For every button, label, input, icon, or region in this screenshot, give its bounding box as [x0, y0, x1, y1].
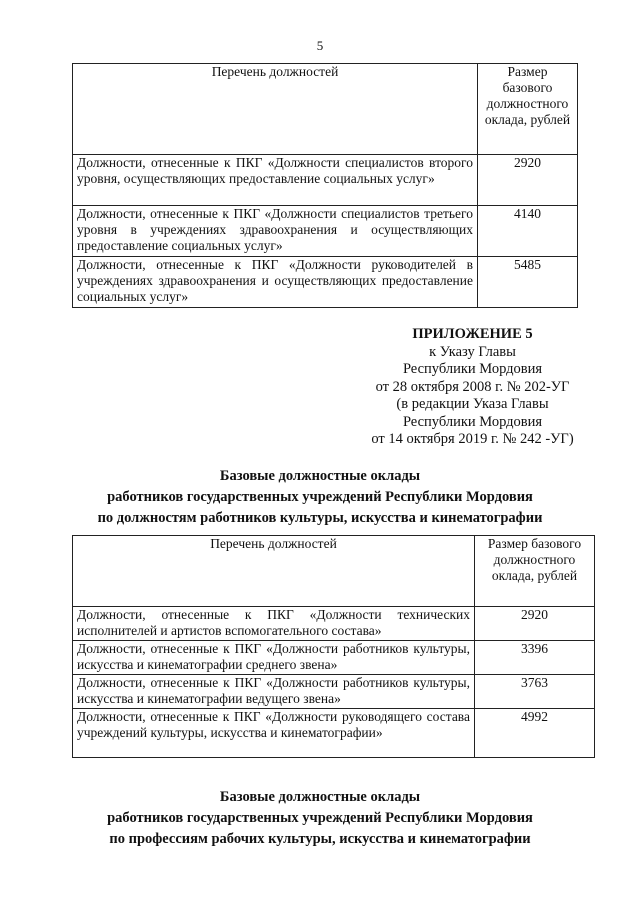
table-row — [73, 675, 595, 709]
table-row — [73, 607, 595, 641]
table-header-row — [73, 64, 578, 155]
column-header-positions: Перечень должностей — [73, 536, 475, 607]
salary-cell: 3396 — [475, 641, 595, 675]
appendix-line: к Указу Главы — [429, 343, 516, 360]
heading-line: Базовые должностные оклады — [219, 789, 421, 805]
position-cell: Должности, отнесенные к ПКГ «Должности работников культуры, искусства и кинематографии среднего звена» — [73, 641, 475, 675]
appendix-block — [350, 326, 595, 449]
table-row — [73, 155, 578, 206]
appendix-line: Республики Мордовия — [402, 413, 543, 430]
salary-cell: 3763 — [475, 675, 595, 709]
position-cell: Должности, отнесенные к ПКГ «Должности руководителей в учреждениях здравоохранения и осуществляющих предоставление социальных услуг» — [73, 257, 478, 308]
salary-cell: 4140 — [478, 206, 578, 257]
appendix-line: (в редакции Указа Главы — [396, 396, 549, 412]
table-row — [73, 641, 595, 675]
position-cell: Должности, отнесенные к ПКГ «Должности специалистов третьего уровня в учреждениях здравоохранения и осуществляющих предоставление социальных услуг» — [73, 206, 478, 257]
column-header-positions: Перечень должностей — [73, 64, 478, 155]
appendix-line: Республики Мордовия — [402, 361, 543, 377]
section-heading-culture-workers — [60, 787, 580, 850]
heading-line: Базовые должностные оклады — [219, 468, 421, 484]
appendix-title: ПРИЛОЖЕНИЕ 5 — [412, 326, 533, 342]
salary-cell: 2920 — [478, 155, 578, 206]
heading-line: по профессиям рабочих культуры, искусства и кинематографии — [109, 831, 531, 847]
table-row — [73, 709, 595, 758]
heading-line: работников государственных учреждений Республики Мордовия — [107, 810, 533, 826]
appendix-line: от 28 октября 2008 г. № 202-УГ — [375, 378, 570, 395]
section-heading-culture-positions — [60, 466, 580, 529]
position-cell: Должности, отнесенные к ПКГ «Должности руководящего состава учреждений культуры, искусства и кинематографии» — [73, 709, 475, 758]
column-header-salary: Размер базового должностного оклада, рублей — [478, 64, 578, 155]
table-header-row — [73, 536, 595, 607]
salary-table-culture — [72, 535, 595, 758]
column-header-salary: Размер базового должностного оклада, рублей — [475, 536, 595, 607]
appendix-line: от 14 октября 2019 г. № 242 -УГ) — [371, 431, 574, 447]
salary-table-social — [72, 63, 578, 308]
position-cell: Должности, отнесенные к ПКГ «Должности специалистов второго уровня, осуществляющих предоставление социальных услуг» — [73, 155, 478, 206]
position-cell: Должности, отнесенные к ПКГ «Должности технических исполнителей и артистов вспомогательного состава» — [73, 607, 475, 641]
table-row — [73, 257, 578, 308]
salary-cell: 4992 — [475, 709, 595, 758]
heading-line: по должностям работников культуры, искусства и кинематографии — [97, 510, 543, 526]
page-number: 5 — [316, 38, 324, 53]
position-cell: Должности, отнесенные к ПКГ «Должности работников культуры, искусства и кинематографии ведущего звена» — [73, 675, 475, 709]
heading-line: работников государственных учреждений Республики Мордовия — [107, 489, 533, 505]
salary-cell: 5485 — [478, 257, 578, 308]
table-row — [73, 206, 578, 257]
salary-cell: 2920 — [475, 607, 595, 641]
